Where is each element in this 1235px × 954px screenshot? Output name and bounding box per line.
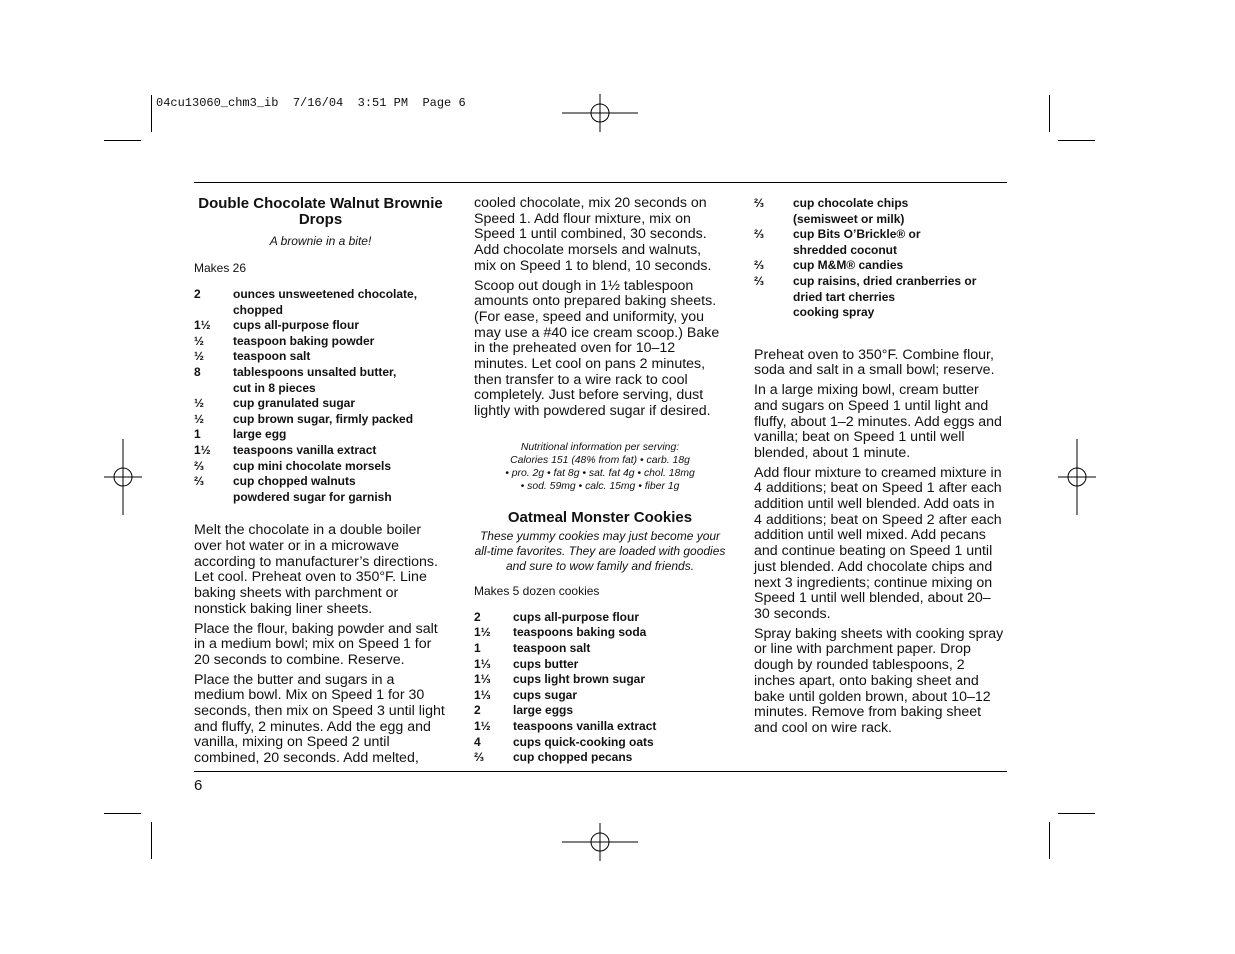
step-paragraph: Place the butter and sugars in a medium bowl. Mix on Speed 1 for 30 seconds, then mix on Speed 3 until light and fluffy, 2 minutes. Add the egg and vanilla, mixing on Speed 2 until combined, 20 seconds. Add melted, bbox=[194, 671, 445, 767]
crop-mark bbox=[104, 813, 141, 814]
ingredient-row: ½ cup brown sugar, firmly packed bbox=[194, 411, 414, 426]
column-3 bbox=[754, 196, 1006, 741]
ingredient-row: dried tart cherries bbox=[793, 289, 896, 304]
ingredient-row: 1½ teaspoons baking soda bbox=[474, 625, 647, 640]
ingredient-row: powdered sugar for garnish bbox=[233, 489, 392, 504]
column-1 bbox=[194, 196, 447, 771]
bottom-rule bbox=[194, 771, 1007, 772]
crop-mark bbox=[1049, 95, 1050, 132]
ingredient-row: ⅔ cup raisins, dried cranberries or bbox=[754, 273, 977, 288]
ingredient-row: 4 cups quick-cooking oats bbox=[474, 734, 654, 749]
ingredient-row: 1½ teaspoons vanilla extract bbox=[474, 719, 657, 733]
column-2 bbox=[474, 196, 726, 766]
recipe-yield: Makes 5 dozen cookies bbox=[474, 583, 600, 598]
recipe-title: Double Chocolate Walnut Brownie Drops bbox=[198, 195, 443, 228]
ingredient-row: 1 large egg bbox=[194, 427, 287, 442]
ingredient-row: 1⅓ cups sugar bbox=[474, 687, 578, 702]
step-paragraph: Preheat oven to 350°F. Combine flour, soda and salt in a small bowl; reserve. bbox=[754, 346, 995, 379]
crop-mark bbox=[151, 95, 152, 132]
nutrition-info: Nutritional information per serving: Calories 151 (48% from fat) • carb. 18g • pro. 2g • fat 8g • sat. fat 4g • chol. 18mg • sod. 59mg • calc. 15mg • fiber 1g bbox=[505, 441, 695, 492]
ingredient-row: 2 large eggs bbox=[474, 703, 574, 718]
ingredient-row: ½ teaspoon baking powder bbox=[194, 333, 375, 348]
recipe-yield: Makes 26 bbox=[194, 261, 247, 275]
recipe-subtitle: A brownie in a bite! bbox=[269, 234, 372, 248]
ingredient-row: ⅔ cup chopped walnuts bbox=[194, 474, 356, 489]
ingredient-row: 1⅓ cups light brown sugar bbox=[474, 672, 646, 687]
ingredient-row: ⅔ cup Bits O’Brickle® or bbox=[754, 227, 921, 242]
ingredient-row: 2 cups all-purpose flour bbox=[474, 609, 640, 624]
ingredient-row: ½ cup granulated sugar bbox=[194, 396, 356, 411]
ingredient-row: 1⅓ cups butter bbox=[474, 656, 579, 671]
crop-mark bbox=[151, 822, 152, 859]
crop-mark bbox=[1058, 813, 1095, 814]
ingredient-row: ⅔ cup mini chocolate morsels bbox=[194, 458, 392, 473]
slug-line: 04cu13060_chm3_ib 7/16/04 3:51 PM Page 6 bbox=[156, 96, 466, 110]
registration-mark-icon bbox=[562, 823, 638, 861]
ingredient-row: 1½ cups all-purpose flour bbox=[194, 318, 360, 333]
step-paragraph: Melt the chocolate in a double boiler over hot water or in a microwave according to manufacturer’s directions. Let cool. Preheat oven to 350°F. Line baking sheets with parchment or nonstick baking liner sheets. bbox=[194, 522, 438, 617]
ingredient-row: cooking spray bbox=[793, 305, 875, 320]
registration-mark-icon bbox=[1058, 439, 1096, 515]
ingredient-row: 2 ounces unsweetened chocolate, bbox=[194, 287, 418, 301]
recipe-subtitle: These yummy cookies may just become your all-time favorites. They are loaded with goodies and sure to wow family and friends. bbox=[474, 528, 726, 573]
ingredient-row: chopped bbox=[233, 302, 283, 317]
top-rule bbox=[194, 182, 1007, 183]
step-paragraph: Scoop out dough in 1½ tablespoon amounts onto prepared baking sheets. (For ease, speed and uniformity, you may use a #40 ice cream scoop.) Bake in the preheated oven for 10–12 minutes. Let cool on pans 2 minutes, then transfer to a wire rack to cool completely. Just before serving, dust lightly with powdered sugar if desired. bbox=[474, 277, 720, 420]
ingredient-list bbox=[754, 196, 1006, 321]
ingredient-row: 1½ teaspoons vanilla extract bbox=[194, 442, 377, 457]
ingredient-row: 8 tablespoons unsalted butter, bbox=[194, 364, 397, 379]
step-paragraph: cooled chocolate, mix 20 seconds on Speed 1. Add flour mixture, mix on Speed 1 until combined, 30 seconds. Add chocolate morsels and walnuts, mix on Speed 1 to blend, 10 seconds. bbox=[474, 195, 712, 274]
ingredient-row: cut in 8 pieces bbox=[233, 380, 316, 395]
page-number: 6 bbox=[194, 777, 203, 794]
ingredient-row: ⅔ cup M&M® candies bbox=[754, 258, 904, 273]
step-paragraph: Place the flour, baking powder and salt in a medium bowl; mix on Speed 1 for 20 seconds to combine. Reserve. bbox=[194, 620, 438, 668]
registration-mark-icon bbox=[104, 439, 142, 515]
crop-mark bbox=[104, 140, 141, 141]
crop-mark bbox=[1058, 140, 1095, 141]
step-paragraph: Spray baking sheets with cooking spray or line with parchment paper. Drop dough by rounded tablespoons, 2 inches apart, onto baking sheet and bake until golden brown, about 10–12 minutes. Remove from baking sheet and cool on wire rack. bbox=[754, 625, 1004, 736]
ingredient-row: ⅔ cup chocolate chips bbox=[754, 196, 909, 210]
ingredient-row: (semisweet or milk) bbox=[793, 211, 905, 226]
ingredient-list bbox=[194, 287, 447, 505]
recipe-title: Oatmeal Monster Cookies bbox=[507, 508, 693, 526]
ingredient-row: shredded coconut bbox=[793, 242, 898, 257]
registration-mark-icon bbox=[562, 94, 638, 132]
ingredient-row: 1 teaspoon salt bbox=[474, 641, 591, 656]
ingredient-row: ⅔ cup chopped pecans bbox=[474, 750, 633, 765]
ingredient-row: ½ teaspoon salt bbox=[194, 349, 311, 364]
step-paragraph: Add flour mixture to creamed mixture in 4 additions; beat on Speed 1 after each addition until well blended. Add oats in 4 additions; beat on Speed 2 after each addition until well mixed. Add pecans and continue beating on Speed 1 until just blended. Add chocolate chips and next 3 ingredients; continue mixing on Speed 1 until well blended, about 20–30 seconds. bbox=[754, 464, 1002, 622]
step-paragraph: In a large mixing bowl, cream butter and sugars on Speed 1 until light and fluffy, about 1–2 minutes. Add eggs and vanilla; beat on Speed 1 until well blended, about 1 minute. bbox=[754, 382, 1002, 461]
crop-mark bbox=[1049, 822, 1050, 859]
ingredient-list bbox=[474, 610, 726, 766]
